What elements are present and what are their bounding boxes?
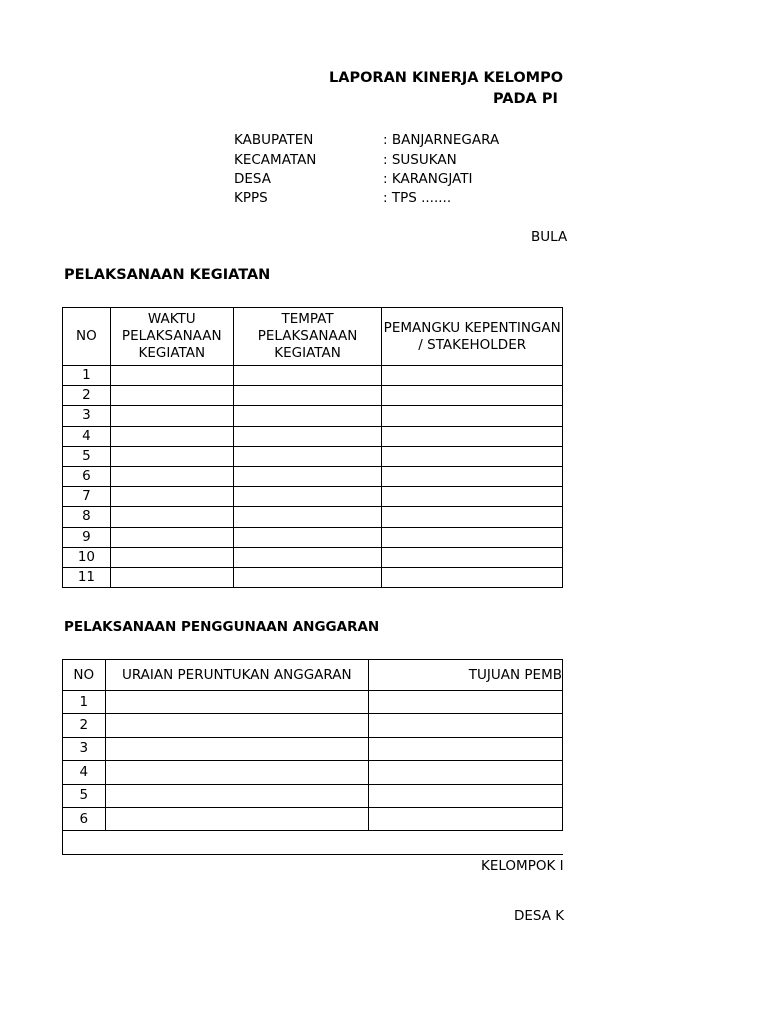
table-cell — [105, 761, 368, 784]
table-row — [63, 406, 563, 426]
table-cell — [382, 547, 563, 567]
row-number: 7 — [63, 487, 111, 507]
table-cell — [63, 831, 563, 854]
table-cell — [233, 446, 382, 466]
table-cell — [382, 466, 563, 486]
row-number: 3 — [63, 737, 106, 760]
table-cell — [233, 466, 382, 486]
document-title-line1: LAPORAN KINERJA KELOMPO — [329, 70, 564, 86]
table-row — [63, 547, 563, 567]
row-number: 2 — [63, 714, 106, 737]
table-cell — [369, 737, 563, 760]
row-number: 1 — [63, 691, 106, 714]
col-header-waktu: WAKTU PELAKSANAAN KEGIATAN — [110, 308, 233, 366]
info-value-kpps: : TPS ....... — [383, 190, 452, 206]
info-value-kabupaten: : BANJARNEGARA — [383, 132, 500, 148]
table-cell — [233, 487, 382, 507]
table-cell — [382, 386, 563, 406]
document-title-line2: PADA PI — [493, 91, 558, 107]
table-row — [63, 507, 563, 527]
table-cell — [369, 784, 563, 807]
activity-table — [62, 307, 563, 588]
table-cell — [382, 567, 563, 587]
row-number: 3 — [63, 406, 111, 426]
table-row — [63, 807, 563, 830]
table-cell — [105, 691, 368, 714]
table-cell — [105, 737, 368, 760]
row-number: 5 — [63, 784, 106, 807]
info-value-kecamatan: : SUSUKAN — [383, 152, 457, 168]
table-row — [63, 527, 563, 547]
table-cell — [382, 366, 563, 386]
col-header-uraian: URAIAN PERUNTUKAN ANGGARAN — [105, 660, 368, 691]
row-number: 6 — [63, 466, 111, 486]
table-cell — [233, 386, 382, 406]
table-cell — [110, 567, 233, 587]
table-cell — [110, 487, 233, 507]
table-cell — [233, 527, 382, 547]
table-cell — [382, 507, 563, 527]
table-cell — [110, 527, 233, 547]
table-row — [63, 487, 563, 507]
info-label-desa: DESA — [234, 171, 271, 187]
table-cell — [110, 466, 233, 486]
section-title-anggaran: PELAKSANAAN PENGGUNAAN ANGGARAN — [64, 619, 380, 635]
row-number: 10 — [63, 547, 111, 567]
table-cell — [233, 406, 382, 426]
table-cell — [233, 567, 382, 587]
table-row — [63, 737, 563, 760]
table-cell — [105, 807, 368, 830]
table-cell — [110, 426, 233, 446]
info-label-kecamatan: KECAMATAN — [234, 152, 317, 168]
table-row — [63, 446, 563, 466]
table-cell — [110, 406, 233, 426]
footer-village-label: DESA K — [514, 908, 565, 924]
row-number: 8 — [63, 507, 111, 527]
table-cell — [369, 691, 563, 714]
table-cell — [382, 487, 563, 507]
section-title-kegiatan: PELAKSANAAN KEGIATAN — [64, 267, 271, 283]
table-cell — [382, 406, 563, 426]
table-cell — [233, 547, 382, 567]
table-row — [63, 386, 563, 406]
table-cell — [369, 761, 563, 784]
table-cell — [110, 446, 233, 466]
row-number: 11 — [63, 567, 111, 587]
row-number: 9 — [63, 527, 111, 547]
col-header-no: NO — [63, 660, 106, 691]
table-cell — [110, 386, 233, 406]
table-cell — [110, 366, 233, 386]
period-label: BULA — [531, 229, 568, 245]
info-label-kabupaten: KABUPATEN — [234, 132, 314, 148]
row-number: 1 — [63, 366, 111, 386]
row-number: 4 — [63, 761, 106, 784]
table-cell — [382, 426, 563, 446]
row-number: 2 — [63, 386, 111, 406]
row-number: 6 — [63, 807, 106, 830]
table-cell — [382, 527, 563, 547]
table-row — [63, 426, 563, 446]
table-cell — [110, 547, 233, 567]
table-row — [63, 567, 563, 587]
table-cell — [233, 507, 382, 527]
table-row — [63, 761, 563, 784]
table-row — [63, 366, 563, 386]
info-value-desa: : KARANGJATI — [383, 171, 473, 187]
table-cell — [105, 714, 368, 737]
table-total-row — [63, 831, 563, 854]
info-label-kpps: KPPS — [234, 190, 268, 206]
table-row — [63, 466, 563, 486]
table-cell — [105, 784, 368, 807]
table-cell — [110, 507, 233, 527]
col-header-tempat: TEMPAT PELAKSANAAN KEGIATAN — [233, 308, 382, 366]
table-cell — [382, 446, 563, 466]
table-cell — [369, 807, 563, 830]
col-header-stakeholder: PEMANGKU KEPENTINGAN / STAKEHOLDER — [382, 308, 563, 366]
table-row — [63, 691, 563, 714]
row-number: 5 — [63, 446, 111, 466]
row-number: 4 — [63, 426, 111, 446]
table-row — [63, 714, 563, 737]
table-cell — [233, 366, 382, 386]
col-header-no: NO — [63, 308, 111, 366]
table-row — [63, 784, 563, 807]
table-cell — [369, 714, 563, 737]
table-cell — [233, 426, 382, 446]
col-header-tujuan: TUJUAN PEMB — [369, 660, 563, 691]
footer-group-label: KELOMPOK I — [481, 858, 564, 874]
budget-table — [62, 659, 563, 855]
